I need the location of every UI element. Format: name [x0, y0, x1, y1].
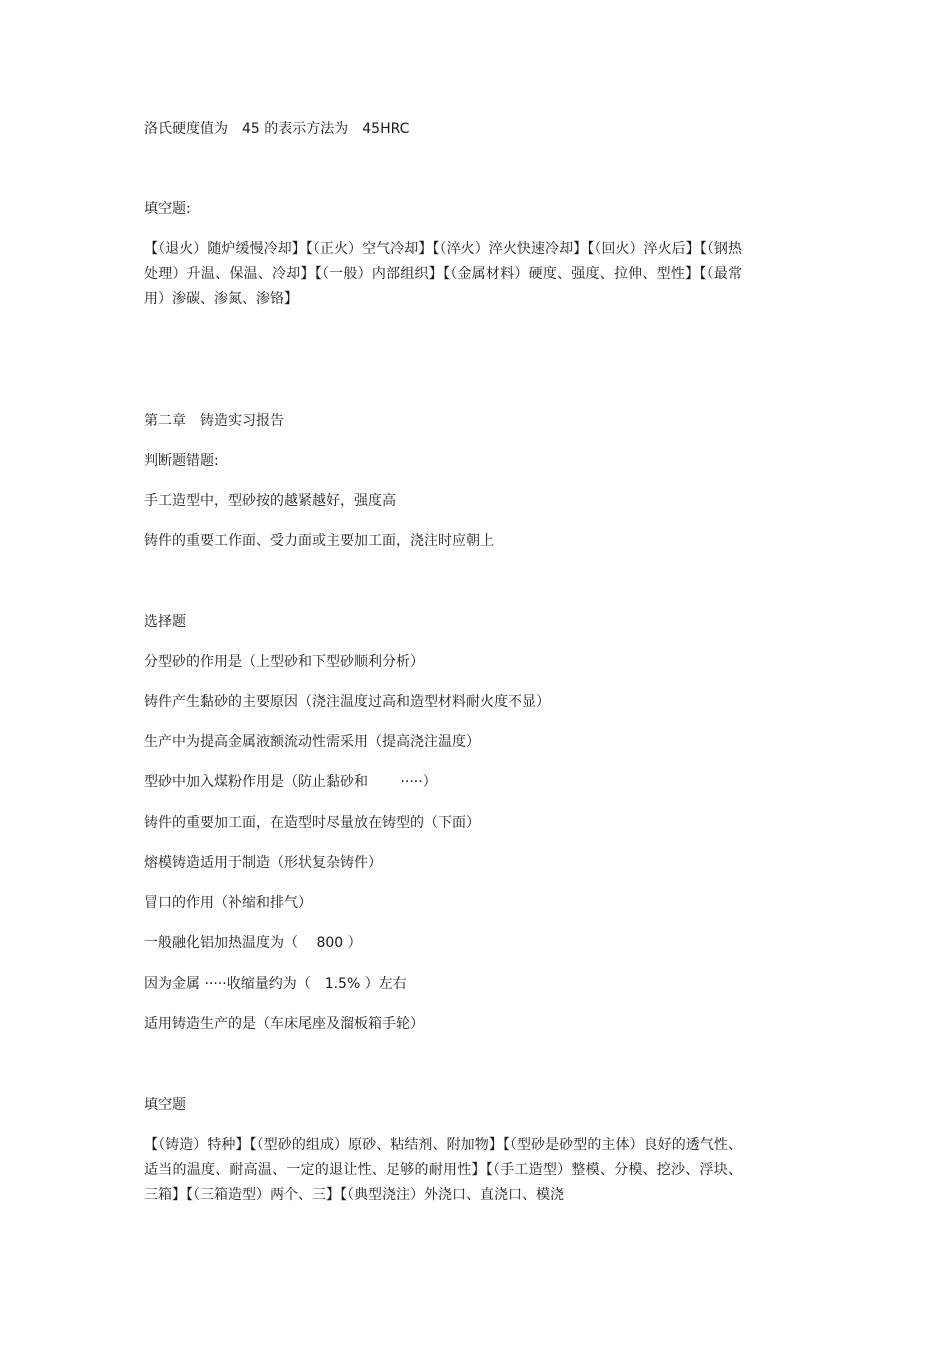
- choice-item: 铸件的重要加工面，在造型时尽量放在铸型的（下面）: [144, 815, 480, 831]
- choice-item: 分型砂的作用是（上型砂和下型砂顺利分析）: [144, 654, 424, 670]
- fill-heading-2: 填空题: [144, 1097, 186, 1113]
- choice-item: 生产中为提高金属液额流动性需采用（提高浇注温度）: [144, 734, 480, 750]
- chapter-title: 第二章 铸造实习报告: [144, 413, 284, 429]
- choice-item: 因为金属 ·····收缩量约为（ 1.5% ）左右: [144, 976, 407, 992]
- fill-heading-1: 填空题:: [144, 201, 191, 217]
- hardness-note: 洛氏硬度值为 45 的表示方法为 45HRC: [144, 121, 410, 137]
- choice-item: 铸件产生黏砂的主要原因（浇注温度过高和造型材料耐火度不显）: [144, 694, 550, 710]
- choice-item: 冒口的作用（补缩和排气）: [144, 895, 312, 911]
- choice-item: 一般融化铝加热温度为（ 800 ）: [144, 935, 362, 951]
- fill-text-1: 【（退火）随炉缓慢冷却】【（正火）空气冷却】【（淬火）淬火快速冷却】【（回火）淬火后】【（钢热处理）升温、保温、冷却】【（一般）内部组织】【（金属材料）硬度、强度、拉伸、型性】【（最常用）渗碳、渗氮、渗铬】: [144, 241, 742, 307]
- judge-item: 铸件的重要工作面、受力面或主要加工面，浇注时应朝上: [144, 533, 494, 549]
- judge-item: 手工造型中，型砂按的越紧越好，强度高: [144, 493, 396, 509]
- fill-text-2: 【（铸造）特种】【（型砂的组成）原砂、粘结剂、附加物】【（型砂是砂型的主体）良好的透气性、适当的温度、耐高温、一定的退让性、足够的耐用性】【（手工造型）整模、分模、挖沙、浮块、三箱】【（三箱造型）两个、三】【（典型浇注）外浇口、直浇口、模浇: [144, 1137, 742, 1203]
- choice-item: 熔模铸造适用于制造（形状复杂铸件）: [144, 855, 382, 871]
- choice-item: 适用铸造生产的是（车床尾座及溜板箱手轮）: [144, 1016, 424, 1032]
- choice-item: 型砂中加入煤粉作用是（防止黏砂和 ·····）: [144, 774, 437, 790]
- choice-heading: 选择题: [144, 614, 186, 630]
- judge-heading: 判断题错题:: [144, 453, 219, 469]
